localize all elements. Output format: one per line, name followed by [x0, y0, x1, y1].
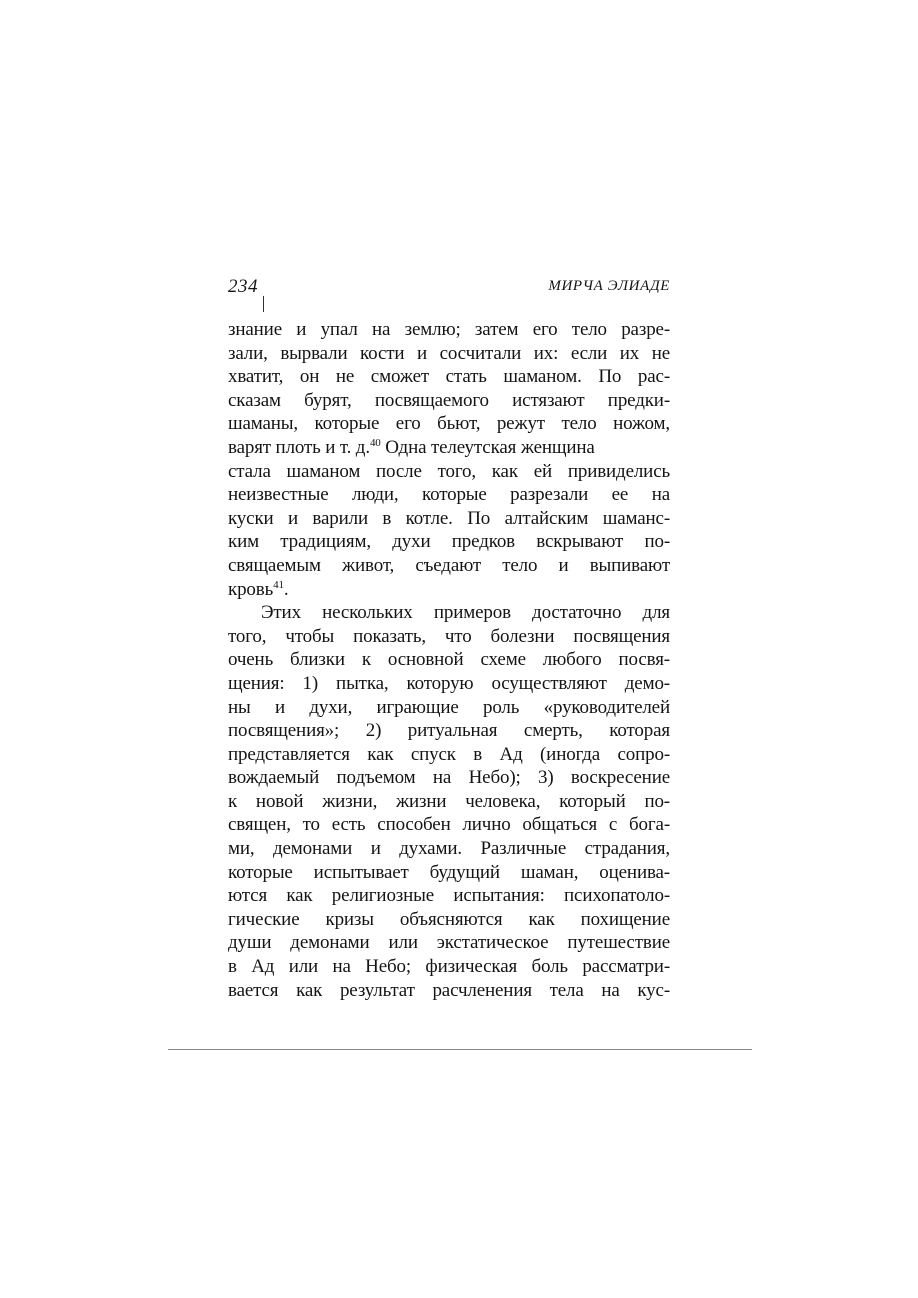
text-segment: Одна телеутская женщина: [380, 436, 595, 458]
page-number: 234: [228, 276, 258, 297]
text-line: гические кризы объясняются как похищение: [228, 908, 670, 930]
text-line: очень близки к основной схеме любого посвя-: [228, 649, 670, 671]
text-segment: кровь: [228, 578, 274, 600]
footnote-ref-41: 41: [273, 578, 284, 591]
text-line: куски и варили в котле. По алтайским шаманс-: [228, 507, 670, 529]
text-line: посвящения»; 2) ритуальная смерть, которая: [228, 720, 670, 742]
text-line: священ, то есть способен лично общаться с бога-: [228, 814, 670, 836]
text-line: сказам бурят, посвящаемого истязают предки-: [228, 389, 670, 411]
text-line: шаманы, которые его бьют, режут тело ножом,: [228, 413, 670, 435]
text-line: которые испытывает будущий шаман, оценива-: [228, 861, 670, 883]
text-line: хватит, он не сможет стать шаманом. По рас-: [228, 366, 670, 388]
text-line: того, чтобы показать, что болезни посвящения: [228, 625, 670, 647]
text-line: [228, 578, 670, 602]
text-segment: .: [283, 578, 289, 600]
text-line: стала шаманом после того, как ей привиделись: [228, 460, 670, 482]
text-line: вождаемый подъемом на Небо); 3) воскресение: [228, 767, 670, 789]
body-text: [228, 318, 670, 1002]
paragraph-1: [228, 318, 670, 601]
text-line: души демонами или экстатическое путешествие: [228, 932, 670, 954]
text-line: вается как результат расчленения тела на кус-: [228, 979, 670, 1001]
text-line: ны и духи, играющие роль «руководителей: [228, 696, 670, 718]
text-line: к новой жизни, жизни человека, который по-: [228, 790, 670, 812]
text-line: Этих нескольких примеров достаточно для: [261, 602, 670, 624]
text-line: свящаемым живот, съедают тело и выпивают: [228, 554, 670, 576]
text-line: ются как религиозные испытания: психопатоло-: [228, 885, 670, 907]
running-head-author: МИРЧА ЭЛИАДЕ: [548, 278, 670, 294]
text-line: зали, вырвали кости и сосчитали их: если их не: [228, 342, 670, 364]
text-line: щения: 1) пытка, которую осуществляют демо-: [228, 672, 670, 694]
text-line: ми, демонами и духами. Различные страдания,: [228, 838, 670, 860]
text-line: [228, 436, 670, 460]
footnote-ref-40: 40: [369, 436, 381, 449]
text-line: представляется как спуск в Ад (иногда сопро-: [228, 743, 670, 765]
page-number-tick-mark: [263, 296, 264, 312]
text-line: неизвестные люди, которые разрезали ее на: [228, 484, 670, 506]
text-line: знание и упал на землю; затем его тело разре-: [228, 319, 670, 340]
text-segment: варят плоть и т. д.: [228, 436, 370, 458]
text-line: в Ад или на Небо; физическая боль рассматри-: [228, 956, 670, 978]
running-head: [228, 276, 670, 300]
text-line: ким традициям, духи предков вскрывают по-: [228, 531, 670, 553]
page-edge-rule: [168, 1049, 752, 1050]
paragraph-2: [228, 601, 670, 1002]
